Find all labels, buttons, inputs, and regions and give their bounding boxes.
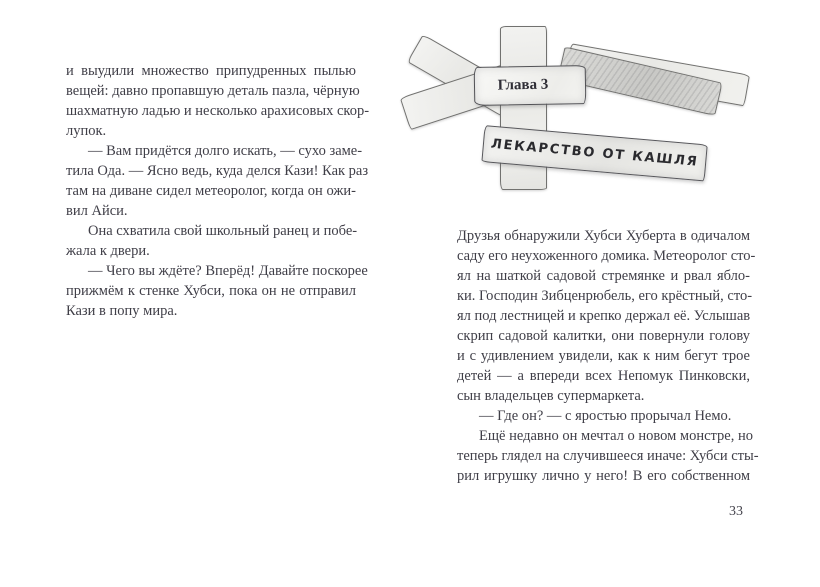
text-line: лупок. <box>66 123 107 139</box>
chapter-header-graphic <box>393 14 758 209</box>
text-line: Кази в попу мира. <box>66 303 178 319</box>
right-page-text <box>457 226 759 486</box>
text-line: жала к двери. <box>66 243 150 259</box>
text-line: ял под лестницей и крепко держал её. Услышав <box>457 308 751 324</box>
text-line: шахматную ладью и несколько арахисовых скор- <box>66 103 370 119</box>
text-line: сын владельцев супермаркета. <box>457 388 645 404</box>
text-line: скрип садовой калитки, они повернули голову <box>457 328 750 344</box>
chapter-number-text: Глава 3 <box>497 76 549 94</box>
text-line: и с удивлением увидели, как к ним бегут трое <box>457 348 750 364</box>
page-number: 33 <box>729 504 743 519</box>
chapter-number-label <box>474 65 587 106</box>
text-line: Друзья обнаружили Хубси Хуберта в одичалом <box>457 228 750 244</box>
text-line: и выудили множество припудренных пылью <box>66 63 356 79</box>
text-line: рил игрушку лично у него! В его собственном <box>457 468 750 484</box>
text-line: там на диване сидел метеоролог, когда он ожи- <box>66 183 356 199</box>
text-line: Она схватила свой школьный ранец и побе- <box>88 223 358 239</box>
text-line: ял на шаткой садовой стремянке и рвал ябло- <box>457 268 750 284</box>
text-line: — Вам придётся долго искать, — сухо заме- <box>88 143 363 159</box>
text-line: теперь глядел на случившееся иначе: Хубси сты- <box>457 448 759 464</box>
text-line: ки. Господин Зибценрюбель, его крёстный, сто- <box>457 288 753 304</box>
text-line: тила Ода. — Ясно ведь, куда делся Кази! Как раз <box>66 163 369 179</box>
chapter-title-text: ЛЕКАРСТВО ОТ КАШЛЯ <box>489 136 700 170</box>
text-line: Ещё недавно он мечтал о новом монстре, но <box>479 428 753 444</box>
text-line: детей — а впереди всех Непомук Пинковски, <box>457 368 750 384</box>
text-line: вещей: давно пропавшую деталь пазла, чёрную <box>66 83 360 99</box>
text-line: вил Айси. <box>66 203 128 219</box>
text-line: саду его неухоженного домика. Метеоролог сто- <box>457 248 756 264</box>
text-line: — Чего вы ждёте? Вперёд! Давайте поскорее <box>88 263 368 279</box>
text-line: прижмём к стенке Хубси, пока он не отправил <box>66 283 356 299</box>
left-page-text <box>66 61 370 321</box>
text-line: — Где он? — с яростью прорычал Немо. <box>479 408 732 424</box>
